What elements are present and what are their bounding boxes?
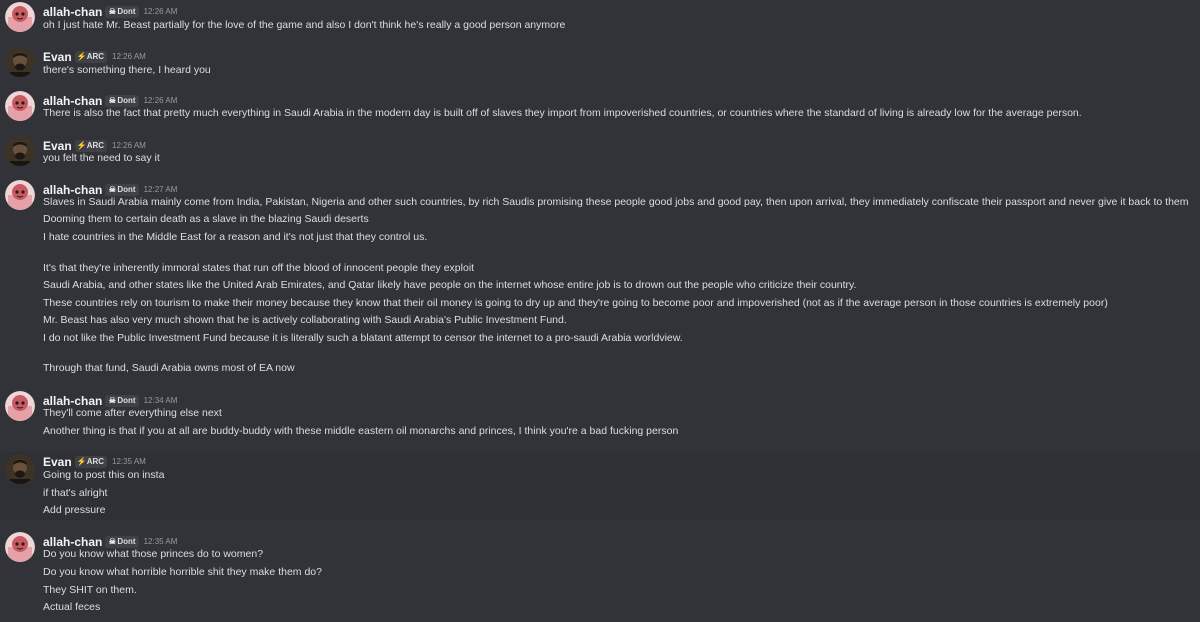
message-text: These countries rely on tourism to make their money because they know that their oil money is going to dry up and they're going to become poor and impoverished (not as if the average person in those countries is extremely poor) xyxy=(43,297,1108,309)
username[interactable]: allah-chan xyxy=(43,394,103,408)
avatar[interactable] xyxy=(5,2,35,32)
message-group xyxy=(0,452,1200,520)
skull-icon: ☠ xyxy=(108,7,116,16)
username[interactable]: Evan xyxy=(43,50,72,64)
skull-icon: ☠ xyxy=(108,537,116,546)
message-text: if that's alright xyxy=(43,487,108,499)
username[interactable]: Evan xyxy=(43,455,72,469)
message-text: They'll come after everything else next xyxy=(43,407,222,419)
lightning-bolt-icon: ⚡ xyxy=(76,141,87,150)
message-text: Dooming them to certain death as a slave in the blazing Saudi deserts xyxy=(43,213,369,225)
timestamp[interactable]: 12:35 AM xyxy=(143,537,178,546)
pink-face-avatar-icon xyxy=(5,180,35,210)
message-text: Mr. Beast has also very much shown that he is actively collaborating with Saudi Arabia's Public Investment Fund. xyxy=(43,314,567,326)
message-text: I hate countries in the Middle East for a reason and it's not just that they control us. xyxy=(43,231,428,243)
avatar[interactable] xyxy=(5,454,35,484)
server-tag-label: Dont xyxy=(117,537,136,546)
avatar[interactable] xyxy=(5,180,35,210)
pink-face-avatar-icon xyxy=(5,2,35,32)
message-text: Another thing is that if you at all are buddy-buddy with these middle eastern oil monarchs and princes, I think you're a bad fucking person xyxy=(43,425,679,437)
timestamp[interactable]: 12:35 AM xyxy=(112,457,146,466)
pink-face-avatar-icon xyxy=(5,91,35,121)
server-tag-label: Dont xyxy=(117,396,136,405)
message-group xyxy=(0,47,1200,83)
message-text: Add pressure xyxy=(43,504,106,516)
message-text: you felt the need to say it xyxy=(43,152,160,164)
pink-face-avatar-icon xyxy=(5,391,35,421)
message-text: Going to post this on insta xyxy=(43,469,165,481)
message-text: Actual feces xyxy=(43,601,101,613)
username[interactable]: allah-chan xyxy=(43,5,103,19)
avatar[interactable] xyxy=(5,391,35,421)
message-group xyxy=(0,91,1200,127)
pink-face-avatar-icon xyxy=(5,532,35,562)
message-group xyxy=(0,2,1200,38)
timestamp[interactable]: 12:34 AM xyxy=(143,396,178,405)
skull-icon: ☠ xyxy=(108,185,116,194)
message-text: Saudi Arabia, and other states like the United Arab Emirates, and Qatar likely have people on the internet whose entire job is to drown out the people who criticize their country. xyxy=(43,279,857,291)
message-group xyxy=(0,136,1200,172)
lightning-bolt-icon: ⚡ xyxy=(76,457,87,466)
avatar[interactable] xyxy=(5,47,35,77)
server-tag-label: Dont xyxy=(117,7,136,16)
timestamp[interactable]: 12:26 AM xyxy=(143,96,178,105)
message-text: There is also the fact that pretty much everything in Saudi Arabia in the modern day is built off of slaves they import from impoverished countries, or countries where the standard of living is already low for the average person. xyxy=(43,107,1082,119)
message-text: there's something there, I heard you xyxy=(43,64,211,76)
dark-portrait-avatar-icon xyxy=(5,136,35,166)
lightning-bolt-icon: ⚡ xyxy=(76,52,87,61)
skull-icon: ☠ xyxy=(108,396,116,405)
message-group xyxy=(0,532,1200,620)
username[interactable]: Evan xyxy=(43,139,72,153)
username[interactable]: allah-chan xyxy=(43,94,103,108)
server-tag-label: ARC xyxy=(86,52,105,61)
message-group xyxy=(0,391,1200,445)
avatar[interactable] xyxy=(5,136,35,166)
message-group xyxy=(0,180,1200,380)
avatar[interactable] xyxy=(5,91,35,121)
dark-portrait-avatar-icon xyxy=(5,454,35,484)
message-text: Slaves in Saudi Arabia mainly come from India, Pakistan, Nigeria and other such countries, by rich Saudis promising these people good jobs and good pay, then upon arrival, they immediately confiscate their passport and never give it back to them xyxy=(43,196,1189,208)
server-tag-label: Dont xyxy=(117,185,136,194)
username[interactable]: allah-chan xyxy=(43,183,103,197)
timestamp[interactable]: 12:26 AM xyxy=(112,141,146,150)
timestamp[interactable]: 12:27 AM xyxy=(143,185,178,194)
server-tag-label: Dont xyxy=(117,96,136,105)
server-tag-label: ARC xyxy=(86,141,105,150)
message-text: Do you know what horrible horrible shit they make them do? xyxy=(43,566,322,578)
message-text: Do you know what those princes do to women? xyxy=(43,548,264,560)
message-text: I do not like the Public Investment Fund because it is literally such a blatant attempt to censor the internet to a pro-saudi Arabia worldview. xyxy=(43,332,683,344)
dark-portrait-avatar-icon xyxy=(5,47,35,77)
message-text: Through that fund, Saudi Arabia owns most of EA now xyxy=(43,362,295,374)
username[interactable]: allah-chan xyxy=(43,535,103,549)
server-tag-label: ARC xyxy=(86,457,105,466)
skull-icon: ☠ xyxy=(108,96,116,105)
avatar[interactable] xyxy=(5,532,35,562)
message-text: They SHIT on them. xyxy=(43,584,137,596)
timestamp[interactable]: 12:26 AM xyxy=(112,52,146,61)
message-text: It's that they're inherently immoral states that run off the blood of innocent people they exploit xyxy=(43,262,475,274)
message-text: oh I just hate Mr. Beast partially for the love of the game and also I don't think he's really a good person anymore xyxy=(43,19,566,31)
timestamp[interactable]: 12:26 AM xyxy=(143,7,178,16)
